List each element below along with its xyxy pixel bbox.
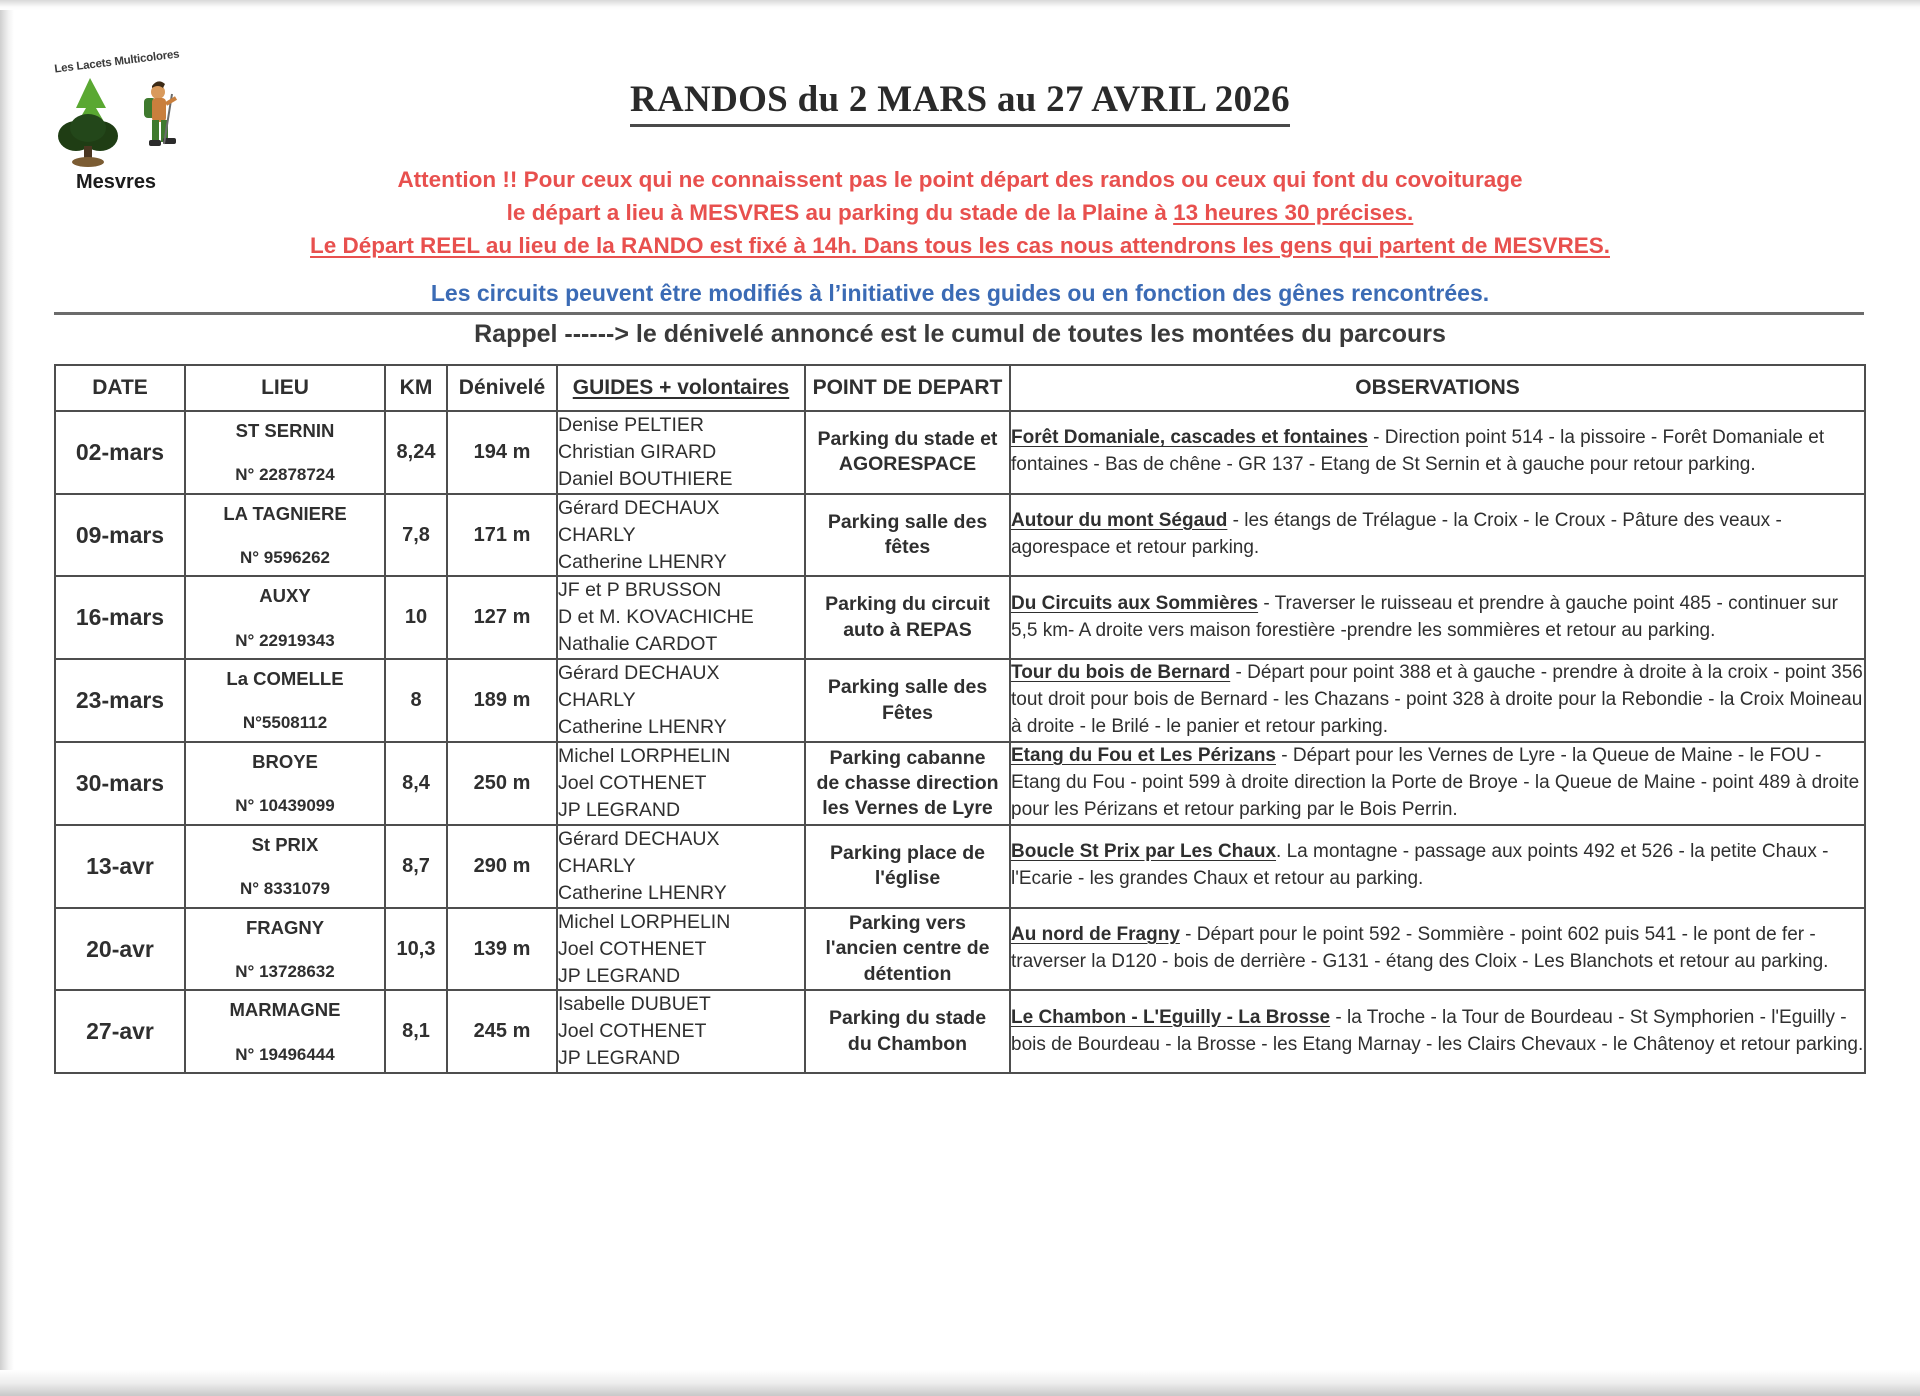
cell-observations <box>1010 576 1865 659</box>
cell-km: 10,3 <box>385 908 447 991</box>
guide-name: Joel COTHENET <box>558 1020 707 1043</box>
column-header-km: KM <box>385 365 447 411</box>
lieu-numero: N° 13728632 <box>235 961 335 981</box>
table-header <box>55 365 1865 411</box>
point-depart-line: Parking du stade et <box>817 428 998 451</box>
point-depart-line: de chasse direction <box>816 771 999 794</box>
warning-block <box>0 163 1920 262</box>
lieu-name: LA TAGNIERE <box>223 502 347 524</box>
guide-name: JP LEGRAND <box>558 964 681 987</box>
guide-name: CHARLY <box>558 523 636 546</box>
warning-line-1: Attention !! Pour ceux qui ne connaissent pas le point départ des randos ou ceux qui font du covoiturage <box>397 167 1523 192</box>
point-depart-line: Parking cabanne <box>829 746 986 769</box>
cell-denivele: 245 m <box>447 990 557 1073</box>
guide-name: JP LEGRAND <box>558 798 681 821</box>
guide-name: JF et P BRUSSON <box>558 579 722 602</box>
cell-lieu <box>185 990 385 1073</box>
cell-date: 02-mars <box>55 411 185 494</box>
observation-text: - Direction point 514 - la pissoire - Forêt Domaniale et fontaines - Bas de chêne - GR 137 - Etang de St Sernin et à gauche pour retour parking. <box>1011 427 1825 476</box>
observation-title: Du Circuits aux Sommières <box>1011 592 1259 614</box>
guide-name: Joel COTHENET <box>558 772 707 795</box>
guide-name: Michel LORPHELIN <box>558 910 731 933</box>
point-depart-line: l'ancien centre de <box>825 937 990 960</box>
point-depart-line: Parking du stade <box>828 1007 987 1030</box>
lieu-numero: N°5508112 <box>242 713 328 733</box>
warning-departure-time: 13 heures 30 précises. <box>1173 200 1414 225</box>
cell-observations <box>1010 494 1865 577</box>
blue-note: Les circuits peuvent être modifiés à l’initiative des guides ou en fonction des gênes rencontrées. <box>430 280 1490 306</box>
cell-denivele: 127 m <box>447 576 557 659</box>
observation-title: Au nord de Fragny <box>1011 924 1180 946</box>
cell-km: 8,24 <box>385 411 447 494</box>
guide-name: Isabelle DUBUET <box>558 993 711 1016</box>
cell-date: 23-mars <box>55 659 185 742</box>
point-depart-line: auto à REPAS <box>843 618 972 641</box>
divider-above-rappel <box>54 312 1864 315</box>
cell-denivele: 290 m <box>447 825 557 908</box>
table-row <box>55 576 1865 659</box>
cell-date: 16-mars <box>55 576 185 659</box>
observation-text: - Départ pour point 388 et à gauche - prendre à droite à la croix - point 356 tout droit pour bois de Bernard - les Chazans - point 328 à droite pour la Rebondie - la Croix Moineau à droite - le Brilé - le panier et retour parking. <box>1011 662 1863 738</box>
cell-km: 8,1 <box>385 990 447 1073</box>
column-header-date: DATE <box>55 365 185 411</box>
cell-observations <box>1010 908 1865 991</box>
table-row <box>55 659 1865 742</box>
cell-km: 8,4 <box>385 742 447 825</box>
observation-title: Le Chambon - L'Eguilly - La Brosse <box>1011 1006 1331 1028</box>
table-header-row <box>55 365 1865 411</box>
point-depart-line: fêtes <box>884 536 931 559</box>
observation-title: Autour du mont Ségaud <box>1011 510 1228 532</box>
lieu-name: La COMELLE <box>226 668 344 690</box>
cell-km: 10 <box>385 576 447 659</box>
observation-title: Etang du Fou et Les Périzans <box>1011 745 1276 767</box>
point-depart-line: Parking du circuit <box>825 593 990 616</box>
guide-name: Denise PELTIER <box>558 414 704 436</box>
cell-lieu <box>185 576 385 659</box>
schedule-table-wrapper <box>54 364 1864 1074</box>
observation-text: - Départ pour le point 592 - Sommière - point 602 puis 541 - le pont de fer - traverser la D120 - bois de derrière - G131 - étang des Cloix - Les Blanchots et retour au parking. <box>1011 924 1829 973</box>
cell-date: 30-mars <box>55 742 185 825</box>
cell-point-depart <box>805 576 1010 659</box>
lieu-name: St PRIX <box>251 833 319 855</box>
cell-guides <box>557 908 805 991</box>
cell-km: 8,7 <box>385 825 447 908</box>
schedule-table <box>54 364 1866 1074</box>
point-depart-line: AGORESPACE <box>838 453 977 476</box>
lieu-name: ST SERNIN <box>235 419 335 441</box>
guide-name: JP LEGRAND <box>558 1047 681 1070</box>
point-depart-line: Fêtes <box>882 701 933 724</box>
guide-name: CHARLY <box>558 689 636 712</box>
point-depart-line: Parking salle des <box>827 676 988 699</box>
table-row <box>55 990 1865 1073</box>
warning-line-2 <box>0 196 1920 229</box>
column-header-denivele: Dénivelé <box>447 365 557 411</box>
point-depart-line: du Chambon <box>847 1032 968 1055</box>
column-header-lieu: LIEU <box>185 365 385 411</box>
cell-denivele: 250 m <box>447 742 557 825</box>
warning-line-2-text: le départ a lieu à MESVRES au parking du stade de la Plaine à <box>506 200 1174 225</box>
cell-km: 7,8 <box>385 494 447 577</box>
scan-edge-top <box>0 0 1920 10</box>
point-depart-line: Parking salle des <box>827 510 988 533</box>
cell-denivele: 194 m <box>447 411 557 494</box>
lieu-name: MARMAGNE <box>229 999 341 1021</box>
column-header-observations: OBSERVATIONS <box>1010 365 1865 411</box>
cell-observations <box>1010 742 1865 825</box>
cell-guides <box>557 659 805 742</box>
guide-name: Nathalie CARDOT <box>558 633 718 656</box>
guide-name: Gérard DECHAUX <box>558 827 720 850</box>
point-depart-line: Parking place de <box>830 841 985 864</box>
guide-name: Daniel BOUTHIERE <box>558 467 733 490</box>
page-title <box>0 78 1920 121</box>
cell-guides <box>557 494 805 577</box>
table-row <box>55 908 1865 991</box>
guide-name: Michel LORPHELIN <box>558 745 731 768</box>
lieu-name: AUXY <box>259 585 311 607</box>
cell-date: 09-mars <box>55 494 185 577</box>
cell-point-depart <box>805 411 1010 494</box>
table-row <box>55 742 1865 825</box>
table-row <box>55 825 1865 908</box>
guide-name: Catherine LHENRY <box>558 550 727 573</box>
cell-guides <box>557 990 805 1073</box>
cell-date: 13-avr <box>55 825 185 908</box>
guide-name: Catherine LHENRY <box>558 881 727 904</box>
cell-lieu <box>185 908 385 991</box>
column-header-point-depart: POINT DE DEPART <box>805 365 1010 411</box>
table-body <box>55 411 1865 1073</box>
lieu-numero: N° 10439099 <box>235 796 335 816</box>
warning-line-3-text: Le Départ REEL au lieu de la RANDO est fixé à 14h. Dans tous les cas nous attendrons les gens qui partent de MESVRES. <box>310 233 1610 258</box>
point-depart-line: détention <box>863 962 952 985</box>
cell-point-depart <box>805 908 1010 991</box>
cell-lieu <box>185 825 385 908</box>
scan-edge-bottom <box>0 1370 1920 1396</box>
observation-title: Forêt Domaniale, cascades et fontaines <box>1011 427 1368 449</box>
lieu-numero: N° 8331079 <box>240 879 330 899</box>
cell-point-depart <box>805 494 1010 577</box>
observation-text: . La montagne - passage aux points 492 et 526 - la petite Chaux - l'Ecarie - les grandes Chaux et retour au parking. <box>1011 841 1829 890</box>
cell-observations <box>1010 825 1865 908</box>
observation-text: - les étangs de Trélague - la Croix - le Croux - Pâture des veaux - agorespace et retour parking. <box>1011 510 1782 559</box>
point-depart-line: l'église <box>874 867 941 890</box>
lieu-numero: N° 19496444 <box>235 1044 335 1064</box>
cell-km: 8 <box>385 659 447 742</box>
table-row <box>55 494 1865 577</box>
cell-lieu <box>185 494 385 577</box>
cell-point-depart <box>805 990 1010 1073</box>
observation-title: Boucle St Prix par Les Chaux <box>1011 841 1277 863</box>
guide-name: Joel COTHENET <box>558 937 707 960</box>
lieu-name: FRAGNY <box>245 916 325 938</box>
lieu-numero: N° 22878724 <box>235 465 335 485</box>
logo-top-text: Les Lacets Multicolores <box>53 48 181 76</box>
cell-guides <box>557 411 805 494</box>
column-header-guides: GUIDES + volontaires <box>557 365 805 411</box>
observation-text: - la Troche - la Tour de Bourdeau - St Symphorien - l'Eguilly - bois de Bourdeau - la Brosse - les Etang Marnay - les Clairs Chevaux - le Châtenoy et retour parking. <box>1011 1006 1864 1055</box>
guide-name: D et M. KOVACHICHE <box>558 606 754 629</box>
cell-lieu <box>185 659 385 742</box>
guide-name: Gérard DECHAUX <box>558 496 720 519</box>
cell-date: 20-avr <box>55 908 185 991</box>
guide-name: Christian GIRARD <box>558 440 717 463</box>
observation-text: - Traverser le ruisseau et prendre à gauche point 485 - continuer sur 5,5 km- A droite vers maison forestière -prendre les sommières et retour au parking. <box>1011 592 1838 641</box>
point-depart-line: les Vernes de Lyre <box>822 797 993 820</box>
rappel-note: Rappel ------> le dénivelé annoncé est le cumul de toutes les montées du parcours <box>474 320 1446 348</box>
logo-bottom-text: Mesvres <box>76 171 157 193</box>
guide-name: CHARLY <box>558 854 636 877</box>
cell-observations <box>1010 990 1865 1073</box>
lieu-numero: N° 22919343 <box>235 630 335 650</box>
table-row <box>55 411 1865 494</box>
cell-denivele: 189 m <box>447 659 557 742</box>
cell-point-depart <box>805 742 1010 825</box>
point-depart-line: Parking vers <box>848 912 967 935</box>
cell-denivele: 171 m <box>447 494 557 577</box>
cell-guides <box>557 825 805 908</box>
cell-denivele: 139 m <box>447 908 557 991</box>
cell-observations <box>1010 411 1865 494</box>
cell-point-depart <box>805 659 1010 742</box>
cell-guides <box>557 576 805 659</box>
cell-lieu <box>185 411 385 494</box>
guide-name: Gérard DECHAUX <box>558 662 720 685</box>
cell-date: 27-avr <box>55 990 185 1073</box>
cell-observations <box>1010 659 1865 742</box>
observation-text: - Départ pour les Vernes de Lyre - la Queue de Maine - le FOU - Etang du Fou - point 599 à droite direction la Porte de Broye - la Queue de Maine - point 489 à droite pour les Périzans et retour parking par le Bois Perrin. <box>1011 745 1860 820</box>
observation-title: Tour du bois de Bernard <box>1011 662 1231 684</box>
cell-guides <box>557 742 805 825</box>
warning-line-3 <box>0 229 1920 262</box>
page-title-text: RANDOS du 2 MARS au 27 AVRIL 2026 <box>630 79 1290 127</box>
cell-lieu <box>185 742 385 825</box>
guide-name: Catherine LHENRY <box>558 716 727 739</box>
lieu-numero: N° 9596262 <box>240 547 330 567</box>
lieu-name: BROYE <box>252 751 318 773</box>
cell-point-depart <box>805 825 1010 908</box>
